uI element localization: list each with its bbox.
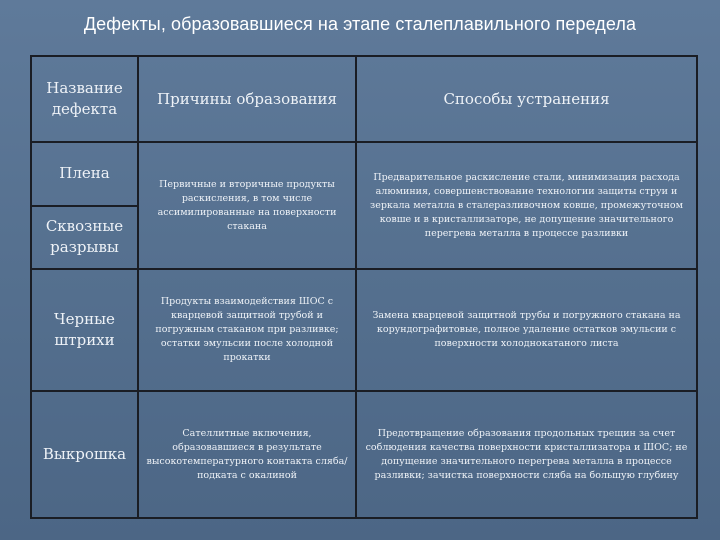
- remedies-cell: Предварительное раскисление стали, минимизация расхода алюминия, совершенствование технологии защиты струи и зеркала металла в сталеразливочном ковше, промежуточном ковше и в кристаллизаторе, не допущение значительного перегрева металла в процессе разливки: [356, 142, 697, 269]
- header-defect-name: Название дефекта: [31, 56, 138, 142]
- table-row: [31, 142, 697, 205]
- defect-name-through-breaks: Сквозные разрывы: [31, 206, 138, 269]
- defects-table: [30, 55, 698, 519]
- header-remedies: Способы устранения: [356, 56, 697, 142]
- defect-name-crumbling: Выкрошка: [31, 391, 138, 518]
- header-causes: Причины образования: [138, 56, 356, 142]
- remedies-cell: Замена кварцевой защитной трубы и погружного стакана на корундографитовые, полное удаление остатков эмульсии с поверхности холоднокатаного листа: [356, 269, 697, 392]
- table-row: [31, 391, 697, 518]
- causes-cell: Продукты взаимодействия ШОС с кварцевой защитной трубой и погружным стаканом при разливке; остатки эмульсии после холодной прокатки: [138, 269, 356, 392]
- remedies-cell: Предотвращение образования продольных трещин за счет соблюдения качества поверхности кристаллизатора и ШОС; не допущение значительного перегрева металла в процессе разливки; зачистка поверхности сляба на большую глубину: [356, 391, 697, 518]
- causes-cell: Сателлитные включения, образовавшиеся в результате высокотемпературного контакта слябa/подката с окалиной: [138, 391, 356, 518]
- table-row: [31, 269, 697, 392]
- defect-name-black-streaks: Черные штрихи: [31, 269, 138, 392]
- slide-title: Дефекты, образовавшиеся на этапе сталеплавильного передела: [83, 14, 637, 34]
- table-header-row: [31, 56, 697, 142]
- causes-cell: Первичные и вторичные продукты раскисления, в том числе ассимилированные на поверхности стакана: [138, 142, 356, 269]
- defect-name-plena: Плена: [31, 142, 138, 205]
